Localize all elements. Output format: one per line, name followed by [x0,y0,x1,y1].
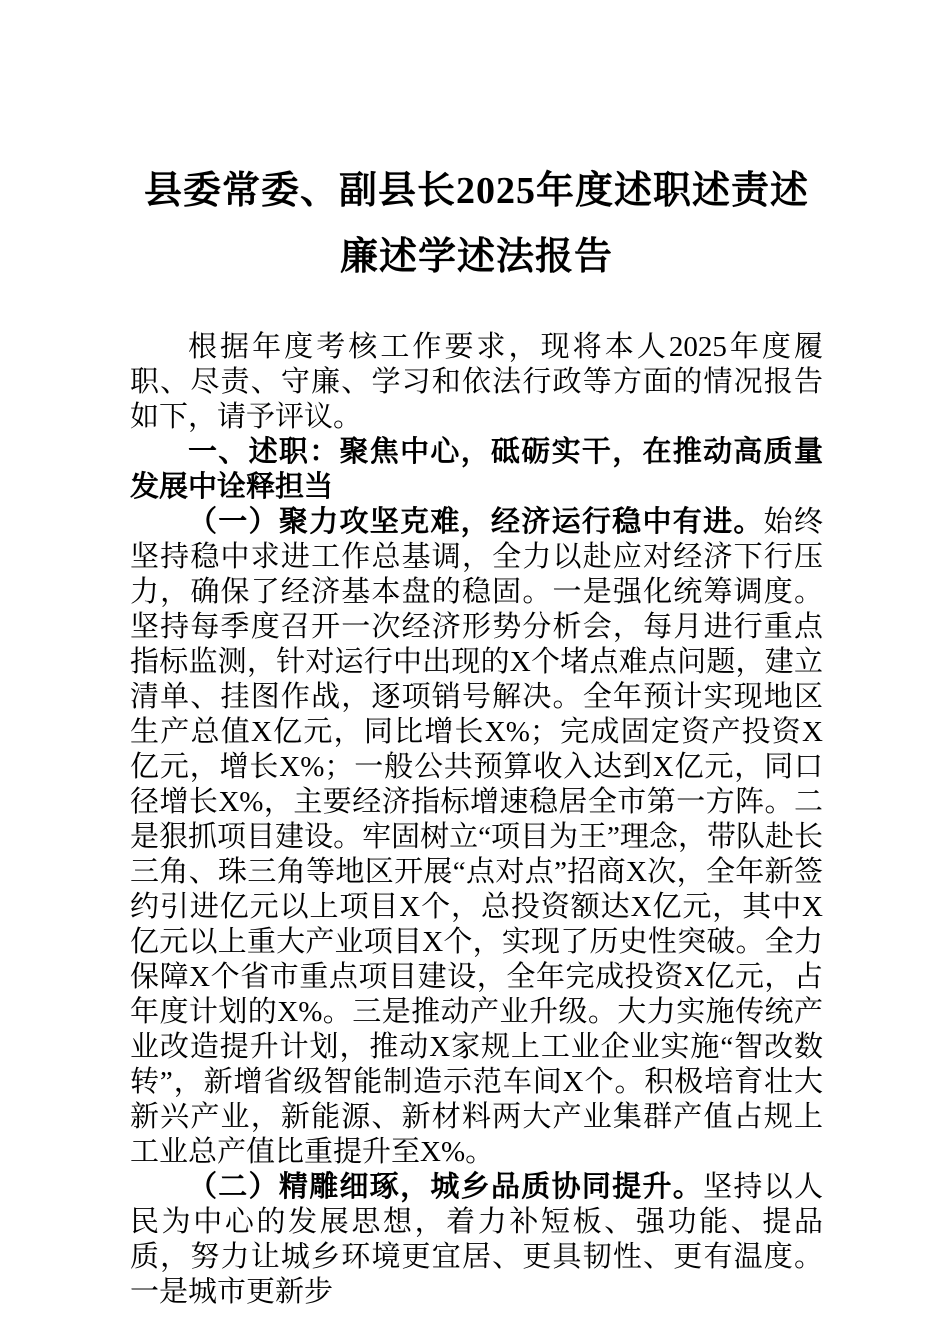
paragraph-segment: （一）聚力攻坚克难，经济运行稳中有进。 [188,506,764,538]
document-body [130,330,823,1310]
section-heading [130,435,823,505]
paragraph-segment: 始终坚持稳中求进工作总基调，全力以赴应对经济下行压力，确保了经济基本盘的稳固。一是强化统筹调度。坚持每季度召开一次经济形势分析会，每月进行重点指标监测，针对运行中出现的X个堵点难点问题，建立清单、挂图作战，逐项销号解决。全年预计实现地区生产总值X亿元，同比增长X%；完成固定资产投资X亿元，增长X%；一般公共预算收入达到X亿元，同口径增长X%，主要经济指标增速稳居全市第一方阵。二是狠抓项目建设。牢固树立“项目为王”理念，带队赴长三角、珠三角等地区开展“点对点”招商X次，全年新签约引进亿元以上项目X个，总投资额达X亿元，其中X亿元以上重大产业项目X个，实现了历史性突破。全力保障X个省市重点项目建设，全年完成投资X亿元，占年度计划的X%。三是推动产业升级。大力实施传统产业改造提升计划，推动X家规上工业企业实施“智改数转”，新增省级智能制造示范车间X个。积极培育壮大新兴产业，新能源、新材料两大产业集群产值占规上工业总产值比重提升至X%。 [130,506,823,1168]
paragraph-segment: 坚持以人民为中心的发展思想，着力补短板、强功能、提品质，努力让城乡环境更宜居、更具韧性、更有温度。一是城市更新步 [130,1171,823,1308]
paragraph-segment: （二）精雕细琢，城乡品质协同提升。 [188,1171,704,1203]
document-title: 县委常委、副县长2025年度述职述责述廉述学述法报告 [143,170,809,278]
paragraph-segment: 根据年度考核工作要求，现将本人2025年度履职、尽责、守廉、学习和依法行政等方面的情况报告如下，请予评议。 [130,331,823,433]
paragraph-segment: 一、述职：聚焦中心，砥砺实干，在推动高质量发展中诠释担当 [130,436,823,503]
body-paragraph [130,1170,823,1310]
body-paragraph [130,330,823,435]
body-paragraph [130,505,823,1170]
